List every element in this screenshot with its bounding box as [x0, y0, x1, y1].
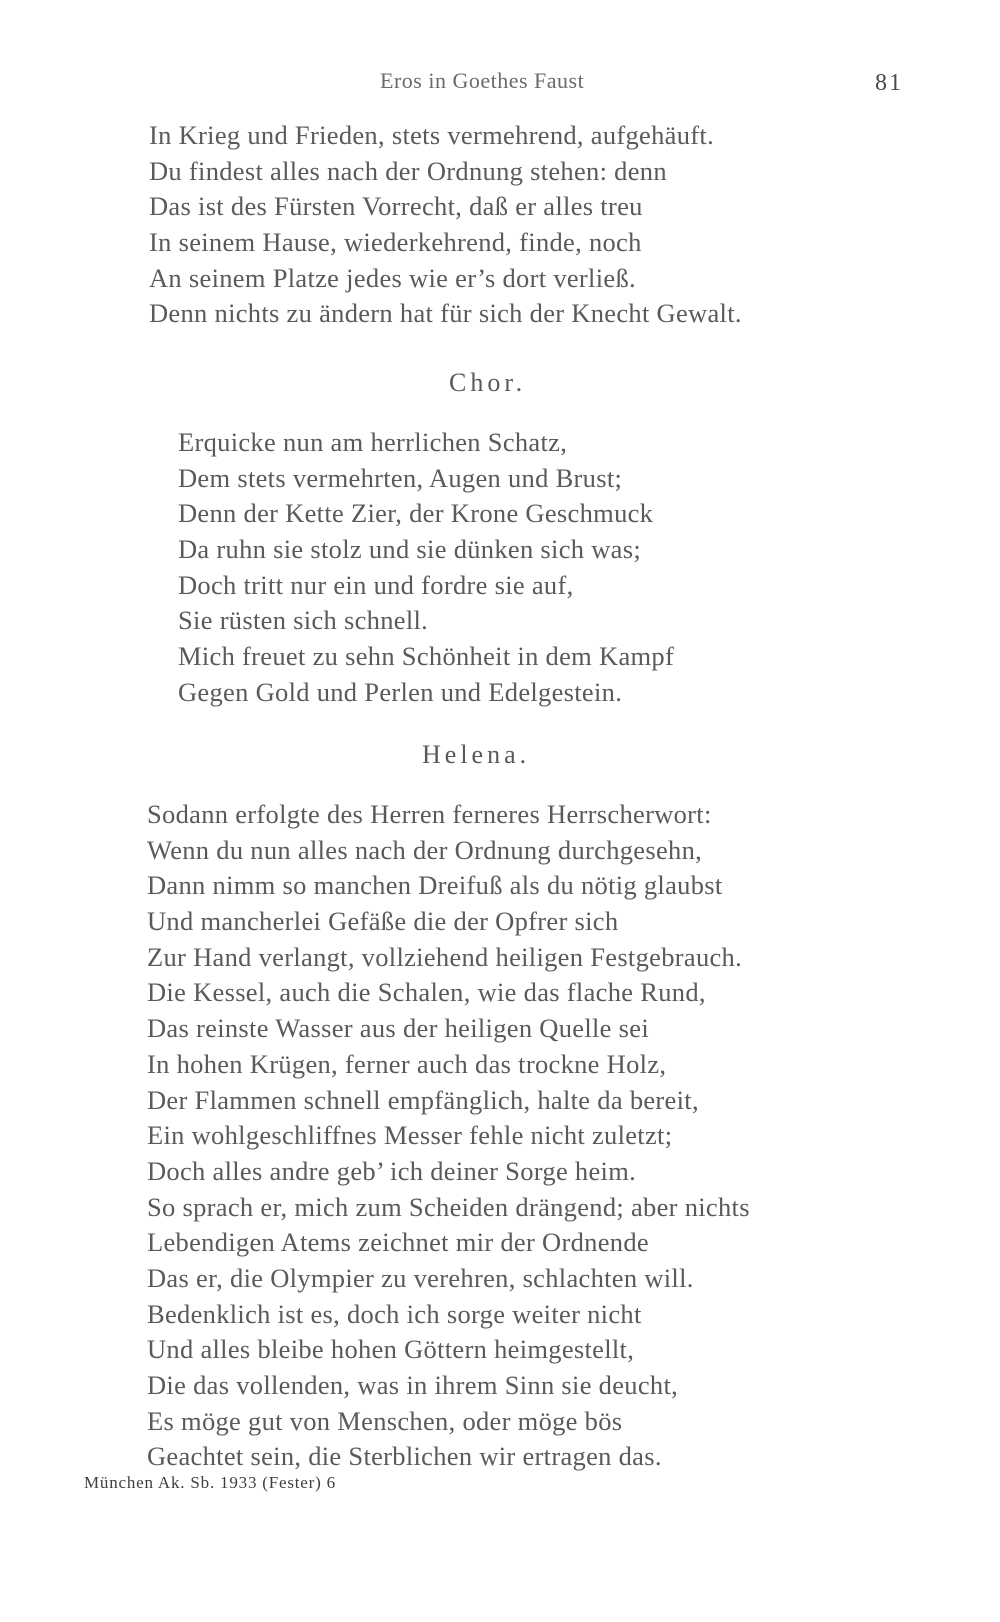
verse-line: Das reinste Wasser aus der heiligen Quelle sei	[147, 1013, 650, 1044]
verse-line: Sie rüsten sich schnell.	[178, 605, 429, 636]
running-head	[0, 68, 1000, 98]
verse-line: In seinem Hause, wiederkehrend, finde, noch	[149, 227, 642, 258]
verse-stanza-2	[178, 425, 674, 711]
verse-line: Lebendigen Atems zeichnet mir der Ordnende	[147, 1227, 649, 1258]
verse-line: Mich freuet zu sehn Schönheit in dem Kampf	[178, 641, 675, 672]
verse-line: Denn nichts zu ändern hat für sich der Knecht Gewalt.	[149, 298, 742, 329]
verse-line: Doch tritt nur ein und fordre sie auf,	[178, 569, 574, 600]
verse-line: Doch alles andre geb’ ich deiner Sorge heim.	[147, 1155, 637, 1186]
verse-line: Bedenklich ist es, doch ich sorge weiter nicht	[147, 1298, 642, 1329]
verse-line: Dann nimm so manchen Dreifuß als du nötig glaubst	[147, 870, 723, 901]
verse-line: Da ruhn sie stolz und sie dünken sich was;	[178, 534, 642, 565]
verse-line: Der Flammen schnell empfänglich, halte da bereit,	[147, 1084, 699, 1115]
verse-line: Das ist des Fürsten Vorrecht, daß er alles treu	[149, 191, 643, 222]
verse-line: Erquicke nun am herrlichen Schatz,	[178, 427, 568, 457]
verse-line: Und alles bleibe hohen Göttern heimgestellt,	[147, 1334, 635, 1365]
verse-line: Dem stets vermehrten, Augen und Brust;	[178, 462, 623, 493]
verse-stanza-1	[149, 118, 742, 332]
verse-line: Geachtet sein, die Sterblichen wir ertragen das.	[147, 1441, 662, 1472]
verse-line: So sprach er, mich zum Scheiden drängend; aber nichts	[147, 1191, 750, 1222]
speaker-heading-chor: Chor.	[449, 368, 527, 397]
verse-line: Es möge gut von Menschen, oder möge bös	[147, 1405, 623, 1436]
verse-line: Gegen Gold und Perlen und Edelgestein.	[178, 676, 623, 707]
speaker-heading-helena: Helena.	[422, 740, 531, 769]
verse-line: Denn der Kette Zier, der Krone Geschmuck	[178, 498, 654, 529]
verse-line: Zur Hand verlangt, vollziehend heiligen Festgebrauch.	[147, 941, 743, 972]
printer-signature: München Ak. Sb. 1933 (Fester) 6	[84, 1473, 336, 1492]
verse-stanza-3	[147, 797, 750, 1475]
verse-line: In hohen Krügen, ferner auch das trockne Holz,	[147, 1048, 667, 1079]
page-number: 81	[875, 70, 903, 96]
verse-line: Wenn du nun alles nach der Ordnung durchgesehn,	[147, 834, 703, 865]
verse-line: An seinem Platze jedes wie er’s dort verließ.	[149, 262, 636, 293]
verse-line: Die das vollenden, was in ihrem Sinn sie deucht,	[147, 1370, 679, 1400]
verse-line: Ein wohlgeschliffnes Messer fehle nicht zuletzt;	[147, 1120, 673, 1151]
verse-line: Sodann erfolgte des Herren ferneres Herrscherwort:	[147, 799, 712, 829]
verse-line: Du findest alles nach der Ordnung stehen: denn	[149, 155, 667, 186]
verse-line: Das er, die Olympier zu verehren, schlachten will.	[147, 1262, 694, 1293]
running-title: Eros in Goethes Faust	[380, 68, 585, 93]
verse-line: In Krieg und Frieden, stets vermehrend, aufgehäuft.	[149, 120, 714, 150]
verse-line: Und mancherlei Gefäße die der Opfrer sich	[147, 906, 619, 937]
verse-line: Die Kessel, auch die Schalen, wie das flache Rund,	[147, 977, 706, 1008]
